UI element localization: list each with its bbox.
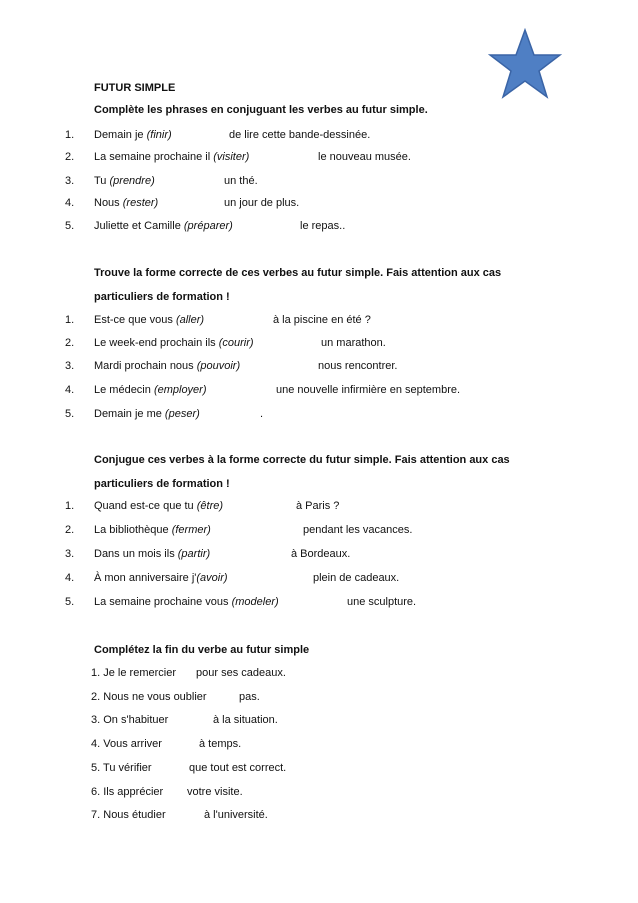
item-number: 2.	[65, 151, 75, 163]
verb-hint: (préparer)	[183, 220, 233, 232]
item-text: Juliette et Camille (préparer)	[94, 220, 233, 232]
item-number: 1.	[65, 129, 75, 141]
verb-hint: (courir)	[218, 337, 254, 349]
item-continuation: le nouveau musée.	[318, 151, 411, 163]
verb-hint: (prendre)	[109, 175, 155, 187]
item-text: Le week-end prochain ils (courir)	[94, 337, 254, 349]
item-number: 3.	[65, 360, 75, 372]
verb-hint: (partir)	[177, 548, 211, 560]
item-continuation: .	[260, 408, 264, 420]
section-4-heading: Complétez la fin du verbe au futur simple	[94, 644, 310, 656]
item-text: 5. Tu vérifier	[91, 762, 152, 774]
item-number: 3.	[65, 175, 75, 187]
item-text: 1. Je le remercier	[91, 667, 176, 679]
item-continuation: un thé.	[224, 175, 258, 187]
item-text: 7. Nous étudier	[91, 809, 166, 821]
item-text: Dans un mois ils (partir)	[94, 548, 211, 560]
item-text: La semaine prochaine il (visiter)	[94, 151, 250, 163]
verb-hint: (visiter)	[213, 151, 250, 163]
item-text: Tu (prendre)	[94, 175, 155, 187]
item-text: Est-ce que vous (aller)	[94, 314, 205, 326]
verb-hint: (modeler)	[231, 596, 279, 608]
item-continuation: à l'université.	[204, 809, 268, 821]
item-text: Demain je me (peser)	[94, 408, 200, 420]
item-continuation: une sculpture.	[347, 596, 417, 608]
item-number: 2.	[65, 524, 75, 536]
item-text: Mardi prochain nous (pouvoir)	[94, 360, 241, 372]
item-continuation: votre visite.	[187, 786, 243, 798]
section-2-heading-line-2: particuliers de formation !	[94, 291, 230, 303]
verb-hint: (être)	[196, 500, 224, 512]
item-continuation: pendant les vacances.	[303, 524, 413, 536]
page-title: FUTUR SIMPLE	[94, 82, 176, 94]
item-continuation: pas.	[239, 691, 260, 703]
item-text: La bibliothèque (fermer)	[94, 524, 211, 536]
item-number: 5.	[65, 408, 75, 420]
item-continuation: plein de cadeaux.	[313, 572, 400, 584]
item-continuation: de lire cette bande-dessinée.	[229, 129, 371, 141]
item-text: Demain je (finir)	[94, 129, 172, 141]
item-continuation: à Paris ?	[296, 500, 340, 512]
verb-hint: (peser)	[164, 408, 200, 420]
item-continuation: nous rencontrer.	[318, 360, 398, 372]
item-number: 5.	[65, 596, 75, 608]
section-2-heading-line-1: Trouve la forme correcte de ces verbes au futur simple. Fais attention aux cas	[94, 267, 502, 279]
item-continuation: à la piscine en été ?	[273, 314, 371, 326]
item-number: 3.	[65, 548, 75, 560]
item-text: La semaine prochaine vous (modeler)	[94, 596, 279, 608]
verb-hint: (avoir)	[196, 572, 228, 584]
item-number: 1.	[65, 314, 75, 326]
section-3-heading-line-2: particuliers de formation !	[94, 478, 230, 490]
item-number: 5.	[65, 220, 75, 232]
verb-hint: (employer)	[153, 384, 207, 396]
item-continuation: le repas..	[300, 220, 346, 232]
item-continuation: un jour de plus.	[224, 197, 300, 209]
item-continuation: un marathon.	[321, 337, 386, 349]
item-number: 2.	[65, 337, 75, 349]
verb-hint: (finir)	[146, 129, 172, 141]
item-continuation: à la situation.	[213, 714, 278, 726]
verb-hint: (aller)	[175, 314, 205, 326]
item-text: À mon anniversaire j'(avoir)	[94, 572, 228, 584]
item-text: 2. Nous ne vous oublier	[91, 691, 207, 703]
verb-hint: (pouvoir)	[196, 360, 241, 372]
item-number: 4.	[65, 384, 75, 396]
item-text: Le médecin (employer)	[94, 384, 207, 396]
item-text: Nous (rester)	[94, 197, 159, 209]
item-text: 3. On s'habituer	[91, 714, 169, 726]
item-number: 1.	[65, 500, 75, 512]
verb-hint: (rester)	[122, 197, 159, 209]
star-icon	[488, 28, 562, 100]
section-1-heading: Complète les phrases en conjuguant les verbes au futur simple.	[94, 104, 428, 116]
item-continuation: à Bordeaux.	[291, 548, 351, 560]
item-text: 6. Ils apprécier	[91, 786, 164, 798]
item-continuation: pour ses cadeaux.	[196, 667, 286, 679]
item-continuation: une nouvelle infirmière en septembre.	[276, 384, 461, 396]
item-continuation: que tout est correct.	[189, 762, 287, 774]
item-number: 4.	[65, 572, 75, 584]
item-number: 4.	[65, 197, 75, 209]
section-3-heading-line-1: Conjugue ces verbes à la forme correcte du futur simple. Fais attention aux cas	[94, 454, 510, 466]
item-continuation: à temps.	[199, 738, 242, 750]
verb-hint: (fermer)	[171, 524, 211, 536]
item-text: Quand est-ce que tu (être)	[94, 500, 224, 512]
item-text: 4. Vous arriver	[91, 738, 162, 750]
